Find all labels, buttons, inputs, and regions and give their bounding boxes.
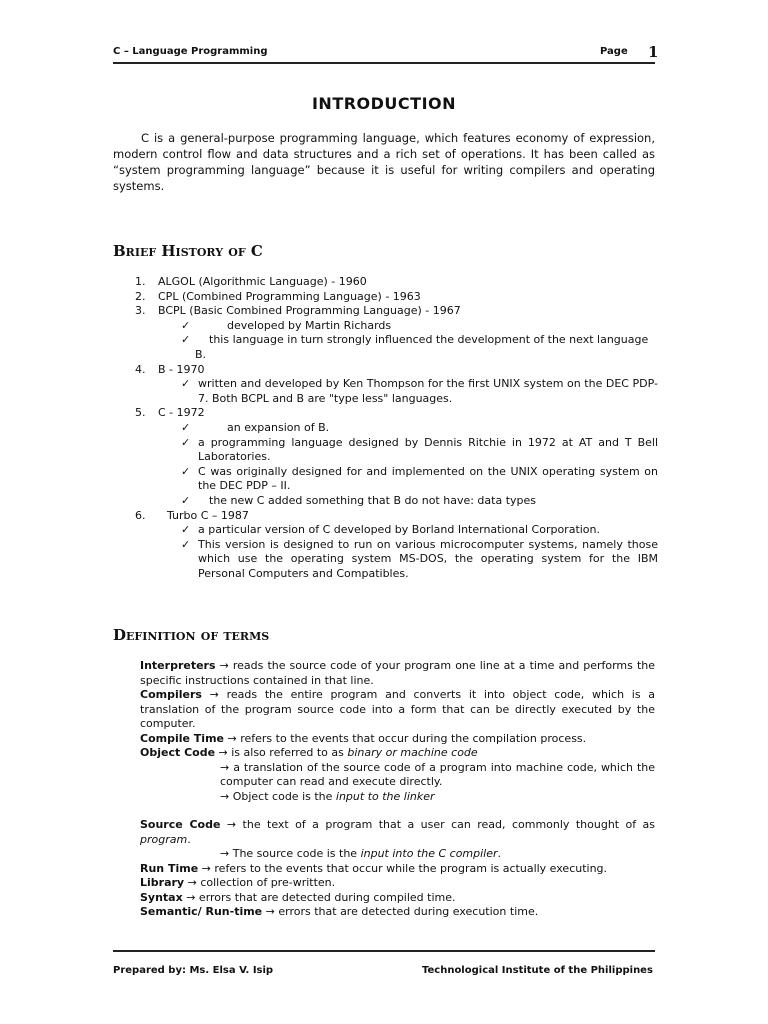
arrow-icon: → — [220, 789, 230, 803]
definition-text: The source code is the — [232, 847, 358, 860]
definitions-heading — [113, 626, 269, 644]
history-item-5 — [113, 406, 658, 421]
history-item-3 — [113, 304, 658, 319]
definition-emphasis: program — [140, 832, 188, 846]
history-check-item — [113, 377, 658, 406]
history-check-text: a programming language designed by Dennis Ritchie in 1972 at AT and T Bell Laboratories. — [198, 435, 658, 464]
intro-paragraph: C is a general-purpose programming language, which features economy of expression, modern control flow and data structures and a rich set of operations. It has been called as “system programming language” because it is useful for writing compilers and operating systems. — [113, 131, 655, 193]
history-item-number: 6. — [135, 508, 146, 522]
history-item-number: 3. — [135, 304, 146, 318]
definition-run-time — [140, 862, 655, 877]
spacer — [140, 804, 655, 818]
history-item-4 — [113, 363, 658, 378]
header-course-title: C – Language Programming — [113, 46, 268, 57]
definition-text: refers to the events that occur during the compilation process. — [240, 731, 587, 745]
history-check-text: the new C added something that B do not have: data types — [209, 493, 537, 507]
header-page-label: Page — [600, 46, 628, 57]
definition-text: Object code is the — [232, 789, 333, 803]
term-label: Semantic/ Run-time — [140, 905, 263, 918]
term-label: Compile Time — [140, 731, 224, 745]
definition-object-code — [140, 746, 655, 761]
check-icon: ✓ — [181, 537, 191, 551]
page-title: INTRODUCTION — [311, 94, 457, 113]
check-icon: ✓ — [181, 377, 191, 391]
history-check-text: developed by Martin Richards — [227, 318, 392, 332]
arrow-icon: → — [187, 876, 197, 889]
check-icon: ✓ — [181, 464, 191, 478]
check-icon: ✓ — [181, 333, 191, 347]
definition-semantic — [140, 905, 655, 920]
check-icon: ✓ — [181, 493, 191, 507]
definition-text: reads the entire program and converts it into object code, which is a translation of the program source code into a form that can be directly executed by the computer. — [140, 688, 655, 730]
history-check-item — [113, 333, 658, 348]
history-item-text: B - 1970 — [158, 362, 205, 376]
definition-text: errors that are detected during compiled time. — [198, 890, 456, 904]
definition-emphasis: input to the linker — [335, 789, 435, 803]
definition-text: a translation of the source code of a program into machine code, which the computer can read and execute directly. — [220, 760, 655, 788]
definition-text: reads the source code of your program one line at a time and performs the specific instructions contained in that line. — [140, 659, 655, 687]
history-item-number: 1. — [135, 275, 146, 288]
history-check-item — [113, 465, 658, 494]
history-check-text: written and developed by Ken Thompson for the first UNIX system on the DEC PDP-7. Both BCPL and B are "type less" languages. — [198, 377, 658, 405]
history-check-item — [113, 523, 658, 538]
definition-text: collection of pre-written. — [200, 876, 336, 889]
check-icon: ✓ — [181, 435, 191, 449]
history-check-text: C was originally designed for and implemented on the UNIX operating system on the DEC PDP – II. — [198, 464, 658, 493]
definition-text: is also referred to as — [231, 746, 344, 759]
header-divider — [113, 62, 655, 64]
header-page-number: 1 — [648, 43, 659, 61]
history-heading — [113, 242, 263, 260]
definition-syntax — [140, 891, 655, 906]
arrow-icon: → — [227, 731, 237, 745]
history-item-1 — [113, 275, 658, 290]
definition-emphasis: input into the C compiler — [360, 847, 498, 860]
term-label: Object Code — [140, 746, 216, 759]
history-item-text: C - 1972 — [158, 406, 205, 420]
history-item-6 — [113, 509, 658, 524]
definition-text: refers to the events that occur while the program is actually executing. — [214, 861, 608, 875]
term-label: Run Time — [140, 861, 199, 875]
history-check-text: This version is designed to run on various microcomputer systems, namely those which use the operating system MS-DOS, the operating system for the IBM Personal Computers and Compatibles. — [198, 537, 658, 580]
term-label: Interpreters — [140, 659, 216, 672]
history-tail — [113, 348, 658, 363]
history-item-text: Turbo C – 1987 — [167, 508, 249, 522]
history-item-number: 5. — [135, 406, 146, 420]
definition-source-code: Source Code → the text of a program that a user can read, commonly thought of as program. — [140, 818, 656, 846]
history-check-text: a particular version of C developed by Borland International Corporation. — [198, 523, 601, 537]
check-icon: ✓ — [181, 318, 191, 332]
history-item-number: 4. — [135, 362, 146, 376]
definition-compilers — [140, 688, 655, 732]
definitions-list — [140, 659, 655, 920]
definition-object-code-sub — [140, 761, 655, 790]
arrow-icon: → — [219, 659, 229, 672]
history-check-item — [113, 421, 658, 436]
history-tail-text: B. — [195, 347, 207, 361]
term-label: Source Code — [140, 818, 221, 831]
history-check-item — [113, 538, 658, 582]
term-label: Library — [140, 876, 185, 889]
definition-interpreters — [140, 659, 655, 688]
definitions-heading-text: Definition of terms — [113, 626, 270, 644]
check-icon: ✓ — [181, 523, 191, 537]
footer-institution: Technological Institute of the Philippines — [422, 965, 653, 976]
arrow-icon: → — [201, 861, 211, 875]
history-item-text: CPL (Combined Programming Language) - 1963 — [158, 289, 421, 303]
history-item-text: ALGOL (Algorithmic Language) - 1960 — [158, 275, 367, 288]
history-item-2 — [113, 290, 658, 305]
term-label: Compilers — [140, 688, 202, 701]
definition-library — [140, 876, 655, 891]
definition-text: errors that are detected during execution time. — [278, 905, 539, 918]
check-icon: ✓ — [181, 420, 191, 434]
arrow-icon: → — [209, 688, 219, 701]
definition-object-code-sub — [140, 790, 655, 805]
history-heading-text: Brief History of C — [113, 242, 263, 260]
history-list — [113, 275, 658, 581]
definition-source-code-sub: → The source code is the input into the C compiler. — [220, 847, 502, 860]
arrow-icon: → — [226, 818, 237, 831]
history-item-number: 2. — [135, 289, 146, 303]
footer-prepared-by: Prepared by: Ms. Elsa V. Isip — [113, 965, 274, 976]
definition-text: the text of a program that a user can read, commonly thought of as — [242, 818, 656, 831]
definition-compile-time — [140, 732, 655, 747]
arrow-icon: → — [218, 746, 228, 759]
arrow-icon: → — [220, 847, 230, 860]
history-check-item — [113, 319, 658, 334]
history-item-text: BCPL (Basic Combined Programming Language) - 1967 — [158, 304, 461, 318]
history-check-text: this language in turn strongly influenced the development of the next language — [209, 333, 649, 347]
arrow-icon: → — [265, 905, 275, 918]
arrow-icon: → — [220, 760, 230, 774]
footer-divider — [113, 950, 655, 952]
history-check-text: an expansion of B. — [227, 420, 330, 434]
arrow-icon: → — [186, 890, 196, 904]
history-check-item — [113, 494, 658, 509]
definition-emphasis: binary or machine code — [347, 746, 478, 759]
term-label: Syntax — [140, 890, 183, 904]
history-check-item — [113, 436, 658, 465]
